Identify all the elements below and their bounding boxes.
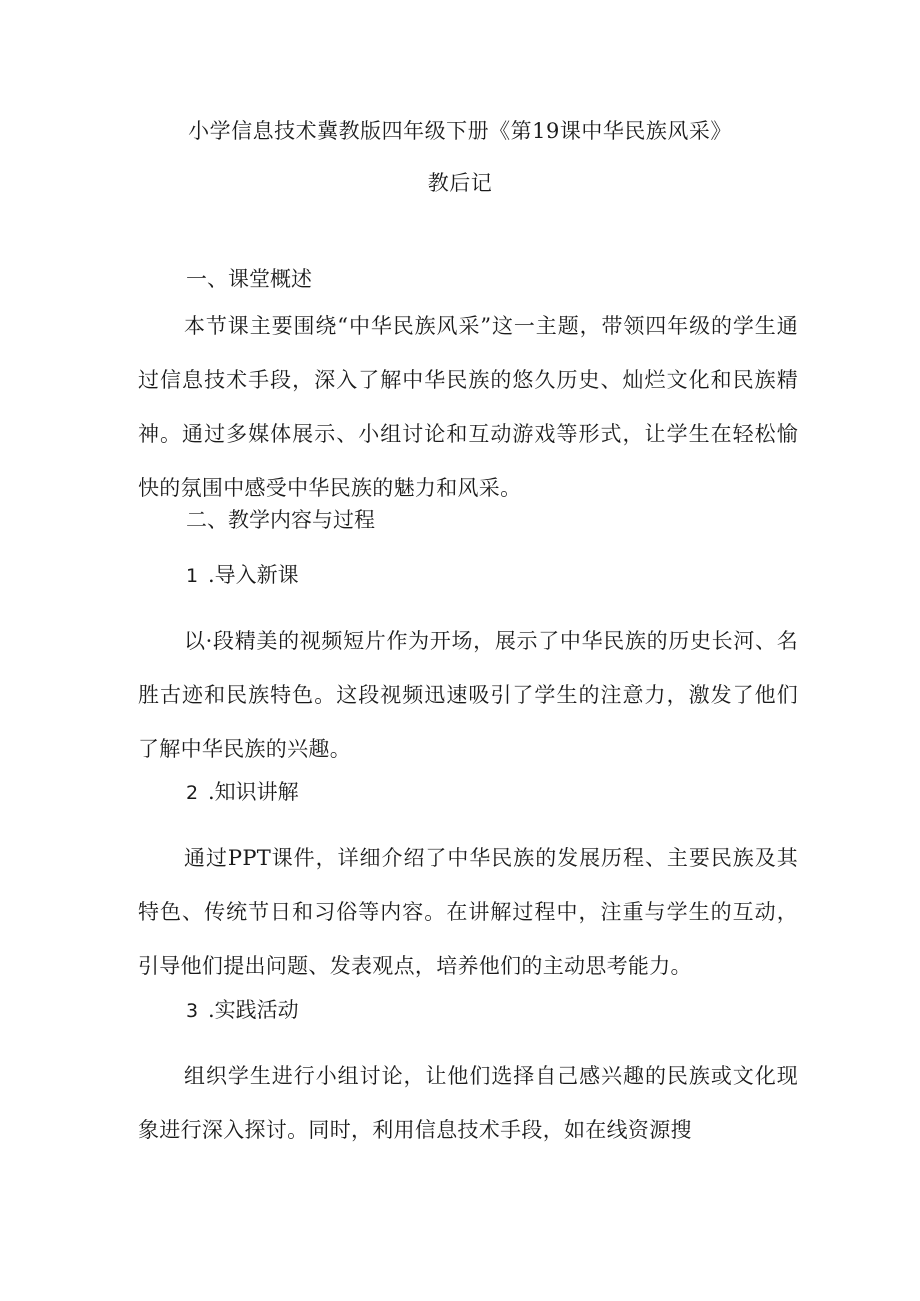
step-number: 2 <box>186 782 199 804</box>
step-number: 3 <box>186 1000 199 1022</box>
step-number: 1 <box>186 565 199 587</box>
paragraph-overview: 本节课主要围绕“中华民族风采”这一主题，带领四年级的学生通过信息技术手段，深入了解中华民族的悠久历史、灿烂文化和民族精神。通过多媒体展示、小组讨论和互动游戏等形式，让学生在轻松愉快的氛围中感受中华民族的魅力和风采。 <box>138 314 798 500</box>
paragraph-step-2: 通过PPT课件，详细介绍了中华民族的发展历程、主要民族及其特色、传统节日和习俗等内容。在讲解过程中，注重与学生的互动，引导他们提出问题、发表观点，培养他们的主动思考能力。 <box>138 846 798 978</box>
document-title: 小学信息技术冀教版四年级下册《第19课中华民族风采》 <box>188 119 732 143</box>
step-heading-1 <box>186 560 299 591</box>
step-title: .知识讲解 <box>208 780 299 804</box>
section-heading-overview: 一、课堂概述 <box>186 267 312 291</box>
step-heading-2 <box>186 777 299 808</box>
paragraph-step-3: 组织学生进行小组讨论，让他们选择自己感兴趣的民族或文化现象进行深入探讨。同时，利用信息技术手段，如在线资源搜 <box>138 1064 798 1142</box>
document-subtitle: 教后记 <box>427 171 493 195</box>
step-title: .导入新课 <box>208 563 299 587</box>
paragraph-step-1: 以·段精美的视频短片作为开场，展示了中华民族的历史长河、名胜古迹和民族特色。这段视频迅速吸引了学生的注意力，激发了他们了解中华民族的兴趣。 <box>138 629 798 761</box>
step-title: .实践活动 <box>208 998 299 1022</box>
section-heading-process: 二、教学内容与过程 <box>186 508 375 532</box>
step-heading-3 <box>186 995 299 1026</box>
